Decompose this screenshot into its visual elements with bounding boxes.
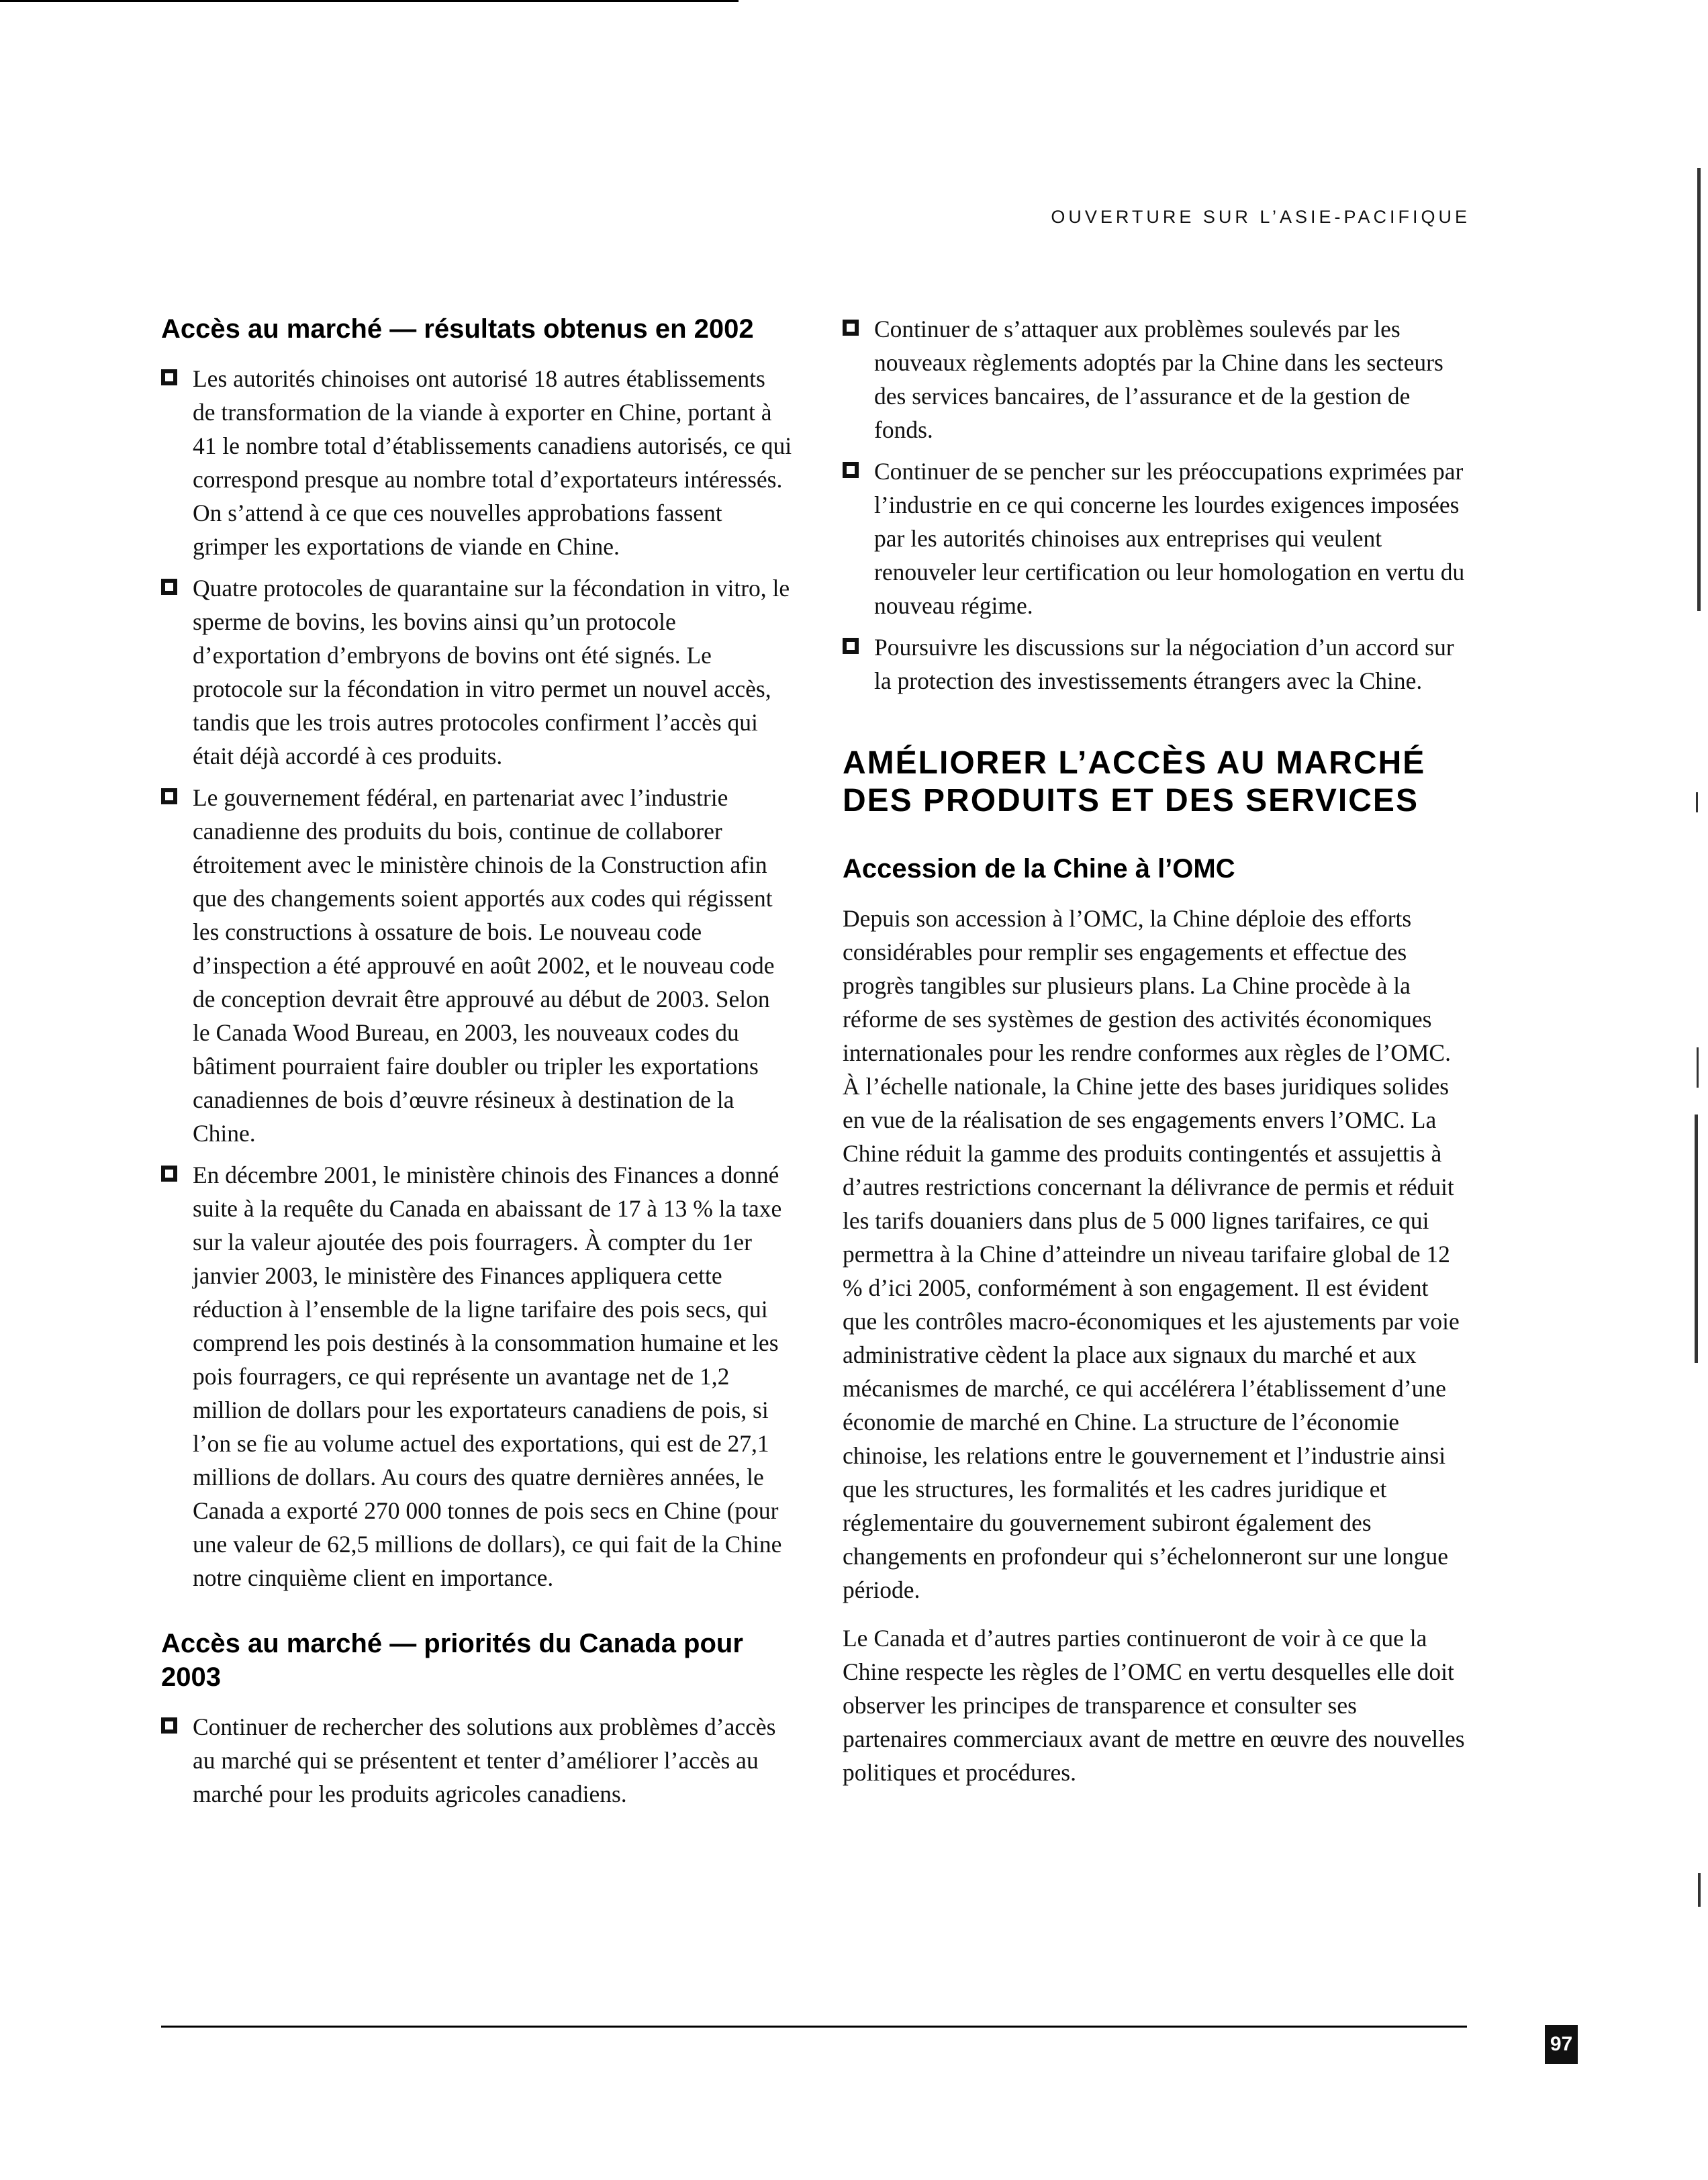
list-item-text: Poursuivre les discussions sur la négociation d’un accord sur la protection des investissements étrangers avec la Chine. <box>874 634 1454 694</box>
list-item-text: Quatre protocoles de quarantaine sur la fécondation in vitro, le sperme de bovins, les bovins ainsi qu’un protocole d’exportation d’embryons de bovins ont été signés. Le protocole sur la fécondation in vitro permet un nouvel accès, tandis que les trois autres protocoles confirment l’accès qui était déjà accordé à ces produits. <box>193 575 790 769</box>
square-bullet-icon <box>843 320 859 336</box>
list-item <box>161 1710 792 1811</box>
list-item <box>161 571 792 773</box>
right-column <box>843 312 1467 1804</box>
running-head: OUVERTURE SUR L’ASIE-PACIFIQUE <box>1051 207 1470 227</box>
list-item <box>161 1158 792 1595</box>
scan-edge-marks <box>1688 0 1708 2180</box>
priorities-list <box>161 1710 792 1811</box>
top-rule <box>0 0 739 2</box>
square-bullet-icon <box>161 1166 177 1182</box>
square-bullet-icon <box>843 638 859 654</box>
body-paragraph: Depuis son accession à l’OMC, la Chine déploie des efforts considérables pour remplir ses engagements et effectue des progrès tangibles sur plusieurs plans. La Chine procède à la réforme de ses systèmes de gestion des activités économiques internationales pour les rendre conformes aux règles de l’OMC. À l’échelle nationale, la Chine jette des bases juridiques solides en vue de la réalisation de ses engagements envers l’OMC. La Chine réduit la gamme des produits contingentés et assujettis à d’autres restrictions concernant la délivrance de permis et réduit les tarifs douaniers dans plus de 5 000 lignes tarifaires, ce qui permettra à la Chine d’atteindre un niveau tarifaire global de 12 % d’ici 2005, conformément à son engagement. Il est évident que les contrôles macro-économiques et les ajustements par voie administrative cèdent la place aux signaux du marché et aux mécanismes de marché, ce qui accélérera l’établissement d’une économie de marché en Chine. La structure de l’économie chinoise, les relations entre le gouvernement et l’industrie ainsi que les structures, les formalités et les cadres juridique et réglementaire du gouvernement subiront également des changements en profondeur qui s’échelonneront sur une longue période. <box>843 905 1460 1603</box>
list-item-text: Continuer de se pencher sur les préoccupations exprimées par l’industrie en ce qui concerne les lourdes exigences imposées par les autorités chinoises aux entreprises qui veulent renouveler leur certification ou leur homologation en vertu du nouveau régime. <box>874 458 1465 619</box>
square-bullet-icon <box>843 462 859 478</box>
bottom-rule <box>161 2026 1467 2028</box>
list-item <box>161 781 792 1150</box>
list-item <box>161 362 792 563</box>
heading-priorities-2003: Accès au marché — priorités du Canada pour 2003 <box>161 1629 743 1692</box>
square-bullet-icon <box>161 369 177 385</box>
heading-results-2002: Accès au marché — résultats obtenus en 2002 <box>161 314 754 344</box>
list-item <box>843 630 1467 698</box>
list-item-text: En décembre 2001, le ministère chinois des Finances a donné suite à la requête du Canada en abaissant de 17 à 13 % la taxe sur la valeur ajoutée des pois fourragers. À compter du 1er janvier 2003, le ministère des Finances appliquera cette réduction à l’ensemble de la ligne tarifaire des pois secs, qui comprend les pois destinés à la consommation humaine et les pois fourragers, ce qui représente un avantage net de 1,2 million de dollars pour les exportateurs canadiens de pois, si l’on se fie au volume actuel des exportations, qui est de 27,1 millions de dollars. Au cours des quatre dernières années, le Canada a exporté 270 000 tonnes de pois secs en Chine (pour une valeur de 62,5 millions de dollars), ce qui fait de la Chine notre cinquième client en importance. <box>193 1162 782 1591</box>
page-number: 97 <box>1545 2025 1578 2064</box>
list-item-text: Continuer de s’attaquer aux problèmes soulevés par les nouveaux règlements adoptés par la Chine dans les secteurs des services bancaires, de l’assurance et de la gestion de fonds. <box>874 316 1443 443</box>
list-item-text: Les autorités chinoises ont autorisé 18 autres établissements de transformation de la viande à exporter en Chine, portant à 41 le nombre total d’établissements canadiens autorisés, ce qui correspond presque au nombre total d’exportateurs intéressés. On s’attend à ce que ces nouvelles approbations fassent grimper les exportations de viande en Chine. <box>193 365 792 560</box>
square-bullet-icon <box>161 579 177 595</box>
left-column <box>161 312 792 1819</box>
list-item <box>843 455 1467 622</box>
square-bullet-icon <box>161 788 177 804</box>
priorities-list-continued <box>843 312 1467 698</box>
body-paragraph: Le Canada et d’autres parties continueront de voir à ce que la Chine respecte les règles de l’OMC en vertu desquelles elle doit observer les principes de transparence et consulter ses partenaires commerciaux avant de mettre en œuvre des nouvelles politiques et procédures. <box>843 1625 1465 1786</box>
heading-wto-accession: Accession de la Chine à l’OMC <box>843 854 1235 884</box>
list-item <box>843 312 1467 446</box>
results-list <box>161 362 792 1595</box>
square-bullet-icon <box>161 1717 177 1734</box>
list-item-text: Continuer de rechercher des solutions aux problèmes d’accès au marché qui se présentent et tenter d’améliorer l’accès au marché pour les produits agricoles canadiens. <box>193 1713 776 1807</box>
section-title: AMÉLIORER L’ACCÈS AU MARCHÉ DES PRODUITS ET DES SERVICES <box>843 745 1426 818</box>
list-item-text: Le gouvernement fédéral, en partenariat avec l’industrie canadienne des produits du bois, continue de collaborer étroitement avec le ministère chinois de la Construction afin que des changements soient apportés aux codes qui régissent les constructions à ossature de bois. Le nouveau code d’inspection a été approuvé en août 2002, et le nouveau code de conception devrait être approuvé au début de 2003. Selon le Canada Wood Bureau, en 2003, les nouveaux codes du bâtiment pourraient faire doubler ou tripler les exportations canadiennes de bois d’œuvre résineux à destination de la Chine. <box>193 784 775 1147</box>
